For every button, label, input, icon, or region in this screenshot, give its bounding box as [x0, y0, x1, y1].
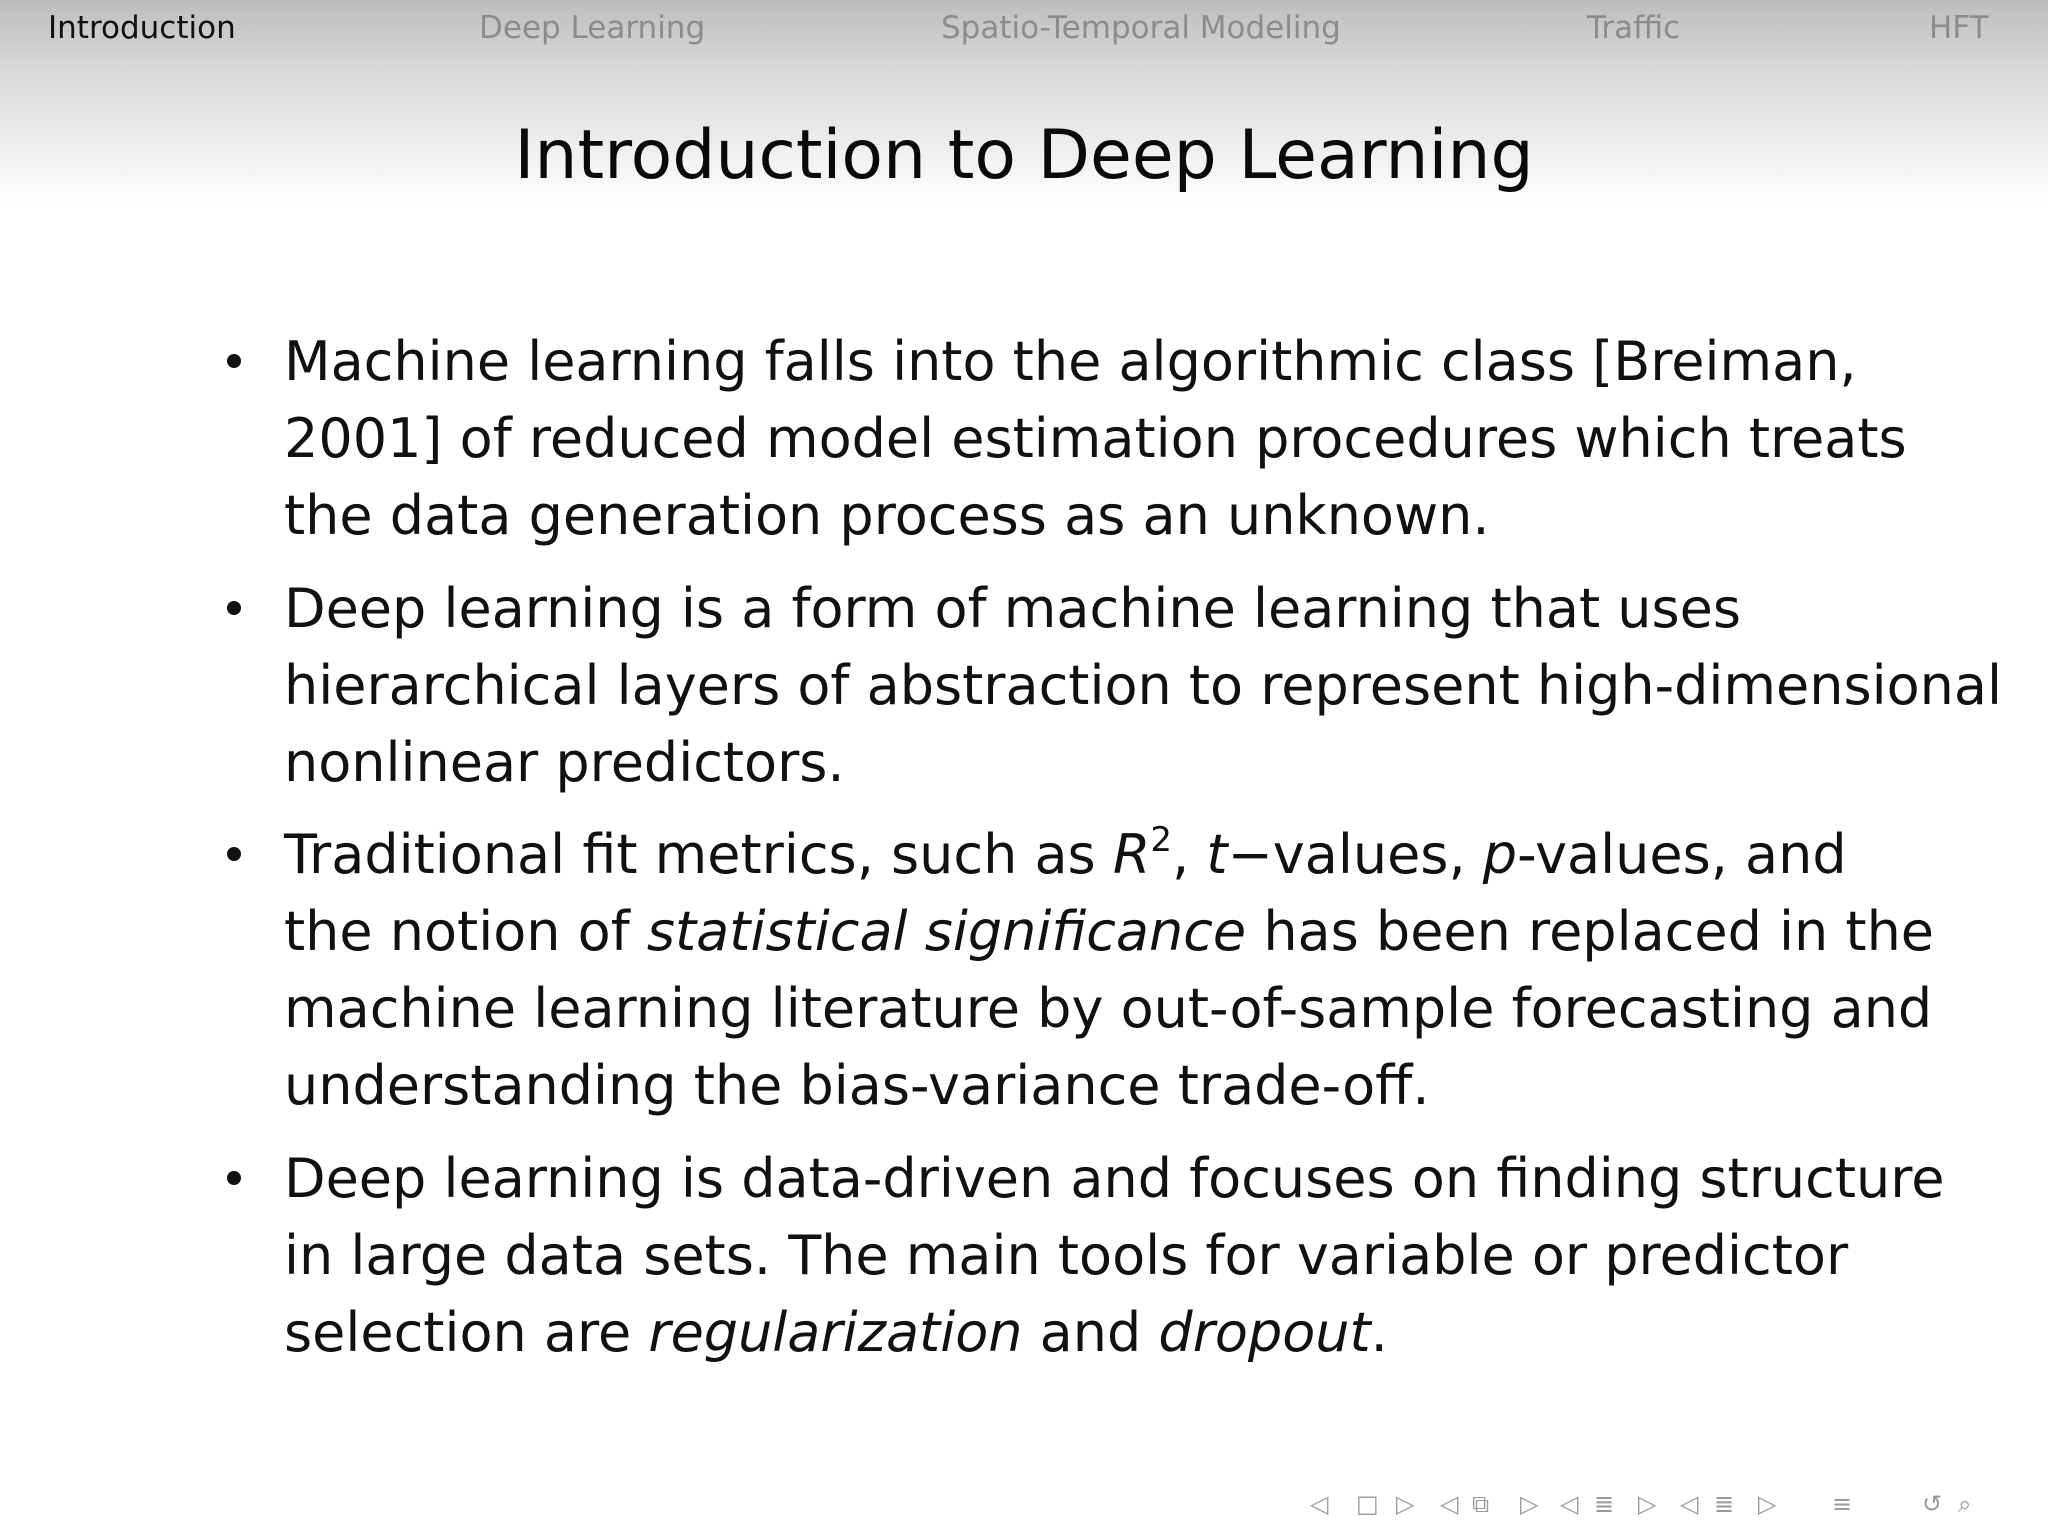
text: has been replaced in the: [1246, 900, 1935, 963]
section-icon[interactable]: ≣: [1594, 1490, 1615, 1518]
arrow-left-icon[interactable]: ◁: [1310, 1490, 1329, 1518]
emphasis: regularization: [648, 1301, 1023, 1364]
bullet-3-line-3: machine learning literature by out-of-sample forecasting and: [284, 977, 1933, 1040]
arrow-left-icon[interactable]: ◁: [1680, 1490, 1699, 1518]
superscript: 2: [1150, 820, 1173, 860]
arrow-right-icon[interactable]: ▷: [1758, 1490, 1777, 1518]
bullet-marker: [227, 601, 241, 615]
text: the notion of: [284, 900, 647, 963]
text: and: [1022, 1301, 1159, 1364]
bullet-2-line-2: hierarchical layers of abstraction to represent high-dimensional: [284, 654, 2002, 717]
bullet-1-line-1: Machine learning falls into the algorithmic class [Breiman,: [284, 330, 1857, 393]
nav-tab-spatio-temporal-modeling[interactable]: Spatio-Temporal Modeling: [941, 10, 1341, 46]
emphasis: statistical significance: [646, 900, 1247, 963]
bullet-1-line-2: 2001] of reduced model estimation procedures which treats: [284, 407, 1907, 470]
text: ,: [1172, 823, 1207, 886]
p-symbol: p: [1482, 823, 1518, 886]
bullet-2-line-3: nonlinear predictors.: [284, 731, 845, 794]
arrow-left-icon[interactable]: ◁: [1440, 1490, 1459, 1518]
nav-tab-hft[interactable]: HFT: [1929, 10, 1989, 46]
bullet-3-line-2: [284, 897, 1934, 967]
arrow-left-icon[interactable]: ◁: [1560, 1490, 1579, 1518]
bullet-4-line-1: Deep learning is data-driven and focuses on finding structure: [284, 1147, 1945, 1210]
text: .: [1370, 1301, 1388, 1364]
presentation-icon[interactable]: ≣: [1714, 1490, 1735, 1518]
bullet-marker: [227, 847, 241, 861]
bullet-4-line-3: [284, 1298, 1388, 1368]
arrow-right-icon[interactable]: ▷: [1638, 1490, 1657, 1518]
frame-icon[interactable]: □: [1356, 1490, 1379, 1518]
nav-tab-deep-learning[interactable]: Deep Learning: [479, 10, 706, 46]
nav-tab-introduction[interactable]: Introduction: [48, 10, 236, 46]
nav-tab-traffic[interactable]: Traffic: [1587, 10, 1681, 46]
r-squared-symbol: R: [1112, 823, 1151, 886]
text: -values, and: [1517, 823, 1847, 886]
bullet-3-line-1: [284, 820, 1847, 890]
search-back-icon[interactable]: ↺: [1922, 1490, 1943, 1518]
bullet-2-line-1: Deep learning is a form of machine learning that uses: [284, 577, 1741, 640]
t-symbol: t: [1206, 823, 1228, 886]
subsection-icon[interactable]: ⧉: [1472, 1490, 1490, 1518]
align-icon[interactable]: ≡: [1832, 1490, 1853, 1518]
bullet-marker: [227, 1171, 241, 1185]
beamer-navigation-symbols: [1310, 1486, 2030, 1526]
arrow-right-icon[interactable]: ▷: [1520, 1490, 1539, 1518]
text: Traditional fit metrics, such as: [284, 823, 1113, 886]
bullet-4-line-2: in large data sets. The main tools for variable or predictor: [284, 1224, 1849, 1287]
text: −values,: [1227, 823, 1483, 886]
bullet-marker: [227, 354, 241, 368]
search-icon[interactable]: ⌕: [1958, 1490, 1972, 1518]
emphasis: dropout: [1158, 1301, 1371, 1364]
arrow-right-icon[interactable]: ▷: [1396, 1490, 1415, 1518]
bullet-3-line-4: understanding the bias-variance trade-off.: [284, 1054, 1430, 1117]
slide-title: Introduction to Deep Learning: [514, 116, 1534, 195]
text: selection are: [284, 1301, 649, 1364]
bullet-1-line-3: the data generation process as an unknown.: [284, 484, 1490, 547]
